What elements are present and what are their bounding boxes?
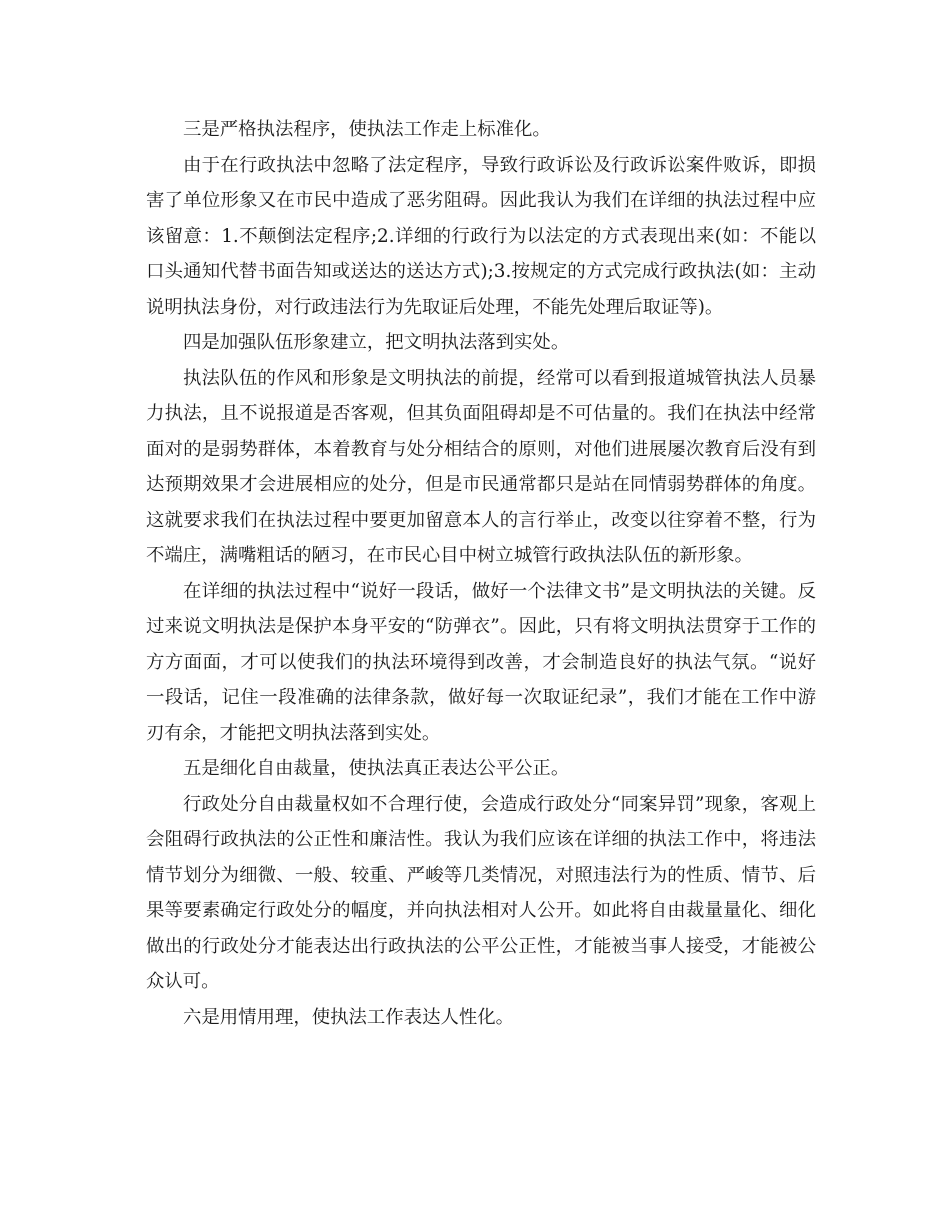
paragraph-civil-enforcement: 在详细的执法过程中“说好一段话，做好一个法律文书”是文明执法的关键。反过来说文明执法是保护本身平安的“防弹衣”。因此，只有将文明执法贯穿于工作的方方面面，才可以使我们的执法环境得到改善，才会制造良好的执法气氛。“说好一段话，记住一段准确的法律条款，做好每一次取证纪录”，我们才能在工作中游刃有余，才能把文明执法落到实处。 <box>146 580 816 744</box>
document-body <box>146 112 816 1035</box>
paragraph-team-image: 执法队伍的作风和形象是文明执法的前提，经常可以看到报道城管执法人员暴力执法，且不说报道是否客观，但其负面阻碍却是不可估量的。我们在执法中经常面对的是弱势群体，本着教育与处分相结合的原则，对他们进展屡次教育后没有到达预期效果才会进展相应的处分，但是市民通常都只是站在同情弱势群体的角度。这就要求我们在执法过程中要更加留意本人的言行举止，改变以往穿着不整，行为不端庄，满嘴粗话的陋习，在市民心目中树立城管行政执法队伍的新形象。 <box>146 367 816 566</box>
paragraph-procedure: 由于在行政执法中忽略了法定程序，导致行政诉讼及行政诉讼案件败诉，即损害了单位形象又在市民中造成了恶劣阻碍。因此我认为我们在详细的执法过程中应该留意：1.不颠倒法定程序;2.详细的行政行为以法定的方式表现出来(如：不能以口头通知代替书面告知或送达的送达方式);3.按规定的方式完成行政执法(如：主动说明执法身份，对行政违法行为先取证后处理，不能先处理后取证等)。 <box>146 154 816 318</box>
paragraph-heading-5: 五是细化自由裁量，使执法真正表达公平公正。 <box>183 758 570 779</box>
paragraph-heading-4: 四是加强队伍形象建立，把文明执法落到实处。 <box>183 332 570 353</box>
paragraph-heading-3: 三是严格执法程序，使执法工作走上标准化。 <box>183 119 551 140</box>
paragraph-discretion: 行政处分自由裁量权如不合理行使，会造成行政处分“同案异罚”现象，客观上会阻碍行政执法的公正性和廉洁性。我认为我们应该在详细的执法工作中，将违法情节划分为细微、一般、较重、严峻等几类情况，对照违法行为的性质、情节、后果等要素确定行政处分的幅度，并向执法相对人公开。如此将自由裁量量化、细化做出的行政处分才能表达出行政执法的公平公正性，才能被当事人接受，才能被公众认可。 <box>146 793 816 992</box>
paragraph-heading-6: 六是用情用理，使执法工作表达人性化。 <box>183 1006 515 1028</box>
